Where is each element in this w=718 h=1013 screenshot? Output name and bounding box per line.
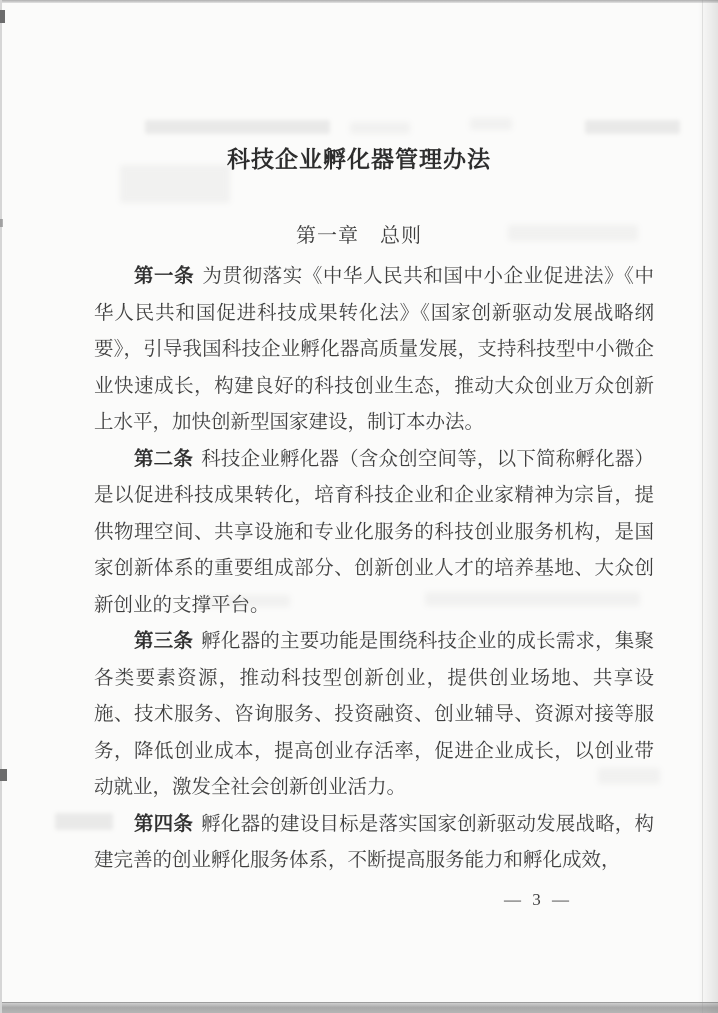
scan-edge-top [0,0,718,3]
article-paragraph-2 [94,442,654,625]
bleed-through-artifact [585,120,680,134]
article-paragraph-1 [94,259,654,442]
article-text: 为贯彻落实《中华人民共和国中小企业促进法》《中华人民共和国促进科技成果转化法》《国家创新驱动发展战略纲要》，引导我国科技企业孵化器高质量发展，支持科技型中小微企业快速成长，构建良好的科技创业生态，推动大众创业万众创新上水平，加快创新型国家建设，制订本办法。 [94,266,654,433]
chapter-heading: 第一章 总则 [296,225,422,247]
article-text: 科技企业孵化器（含众创空间等，以下简称孵化器）是以促进科技成果转化，培育科技企业和企业家精神为宗旨，提供物理空间、共享设施和专业化服务的科技创业服务机构，是国家创新体系的重要组成部分、创新创业人才的培养基地、大众创新创业的支撑平台。 [94,448,654,616]
article-text: 孵化器的主要功能是围绕科技企业的成长需求，集聚各类要素资源，推动科技型创新创业，提供创业场地、共享设施、技术服务、咨询服务、投资融资、创业辅导、资源对接等服务，降低创业成本，提高创业存活率，促进企业成长，以创业带动就业，激发全社会创新创业活力。 [94,631,654,798]
page-number: — 3 — [504,890,569,909]
bleed-through-artifact [145,120,330,134]
scan-edge-right [698,0,718,1013]
article-text: 孵化器的建设目标是落实国家创新驱动发展战略，构建完善的创业孵化服务体系，不断提高服务能力和孵化成效， [94,813,654,871]
scan-artifact-mark [0,769,7,781]
document-body [94,259,654,880]
scan-artifact-mark [0,219,3,227]
scan-edge-right-line [702,0,703,1013]
scan-edge-bottom [0,1002,718,1013]
article-label: 第二条 [133,448,194,470]
article-label: 第四条 [133,813,194,835]
article-label: 第三条 [133,631,194,652]
article-paragraph-3 [94,624,654,807]
document-title: 科技企业孵化器管理办法 [227,147,491,172]
article-paragraph-4 [94,807,654,880]
scan-artifact-mark [0,10,5,23]
article-label: 第一条 [133,266,195,287]
scan-edge-left [0,0,2,1013]
bleed-through-artifact [470,118,512,130]
bleed-through-artifact [350,122,410,134]
